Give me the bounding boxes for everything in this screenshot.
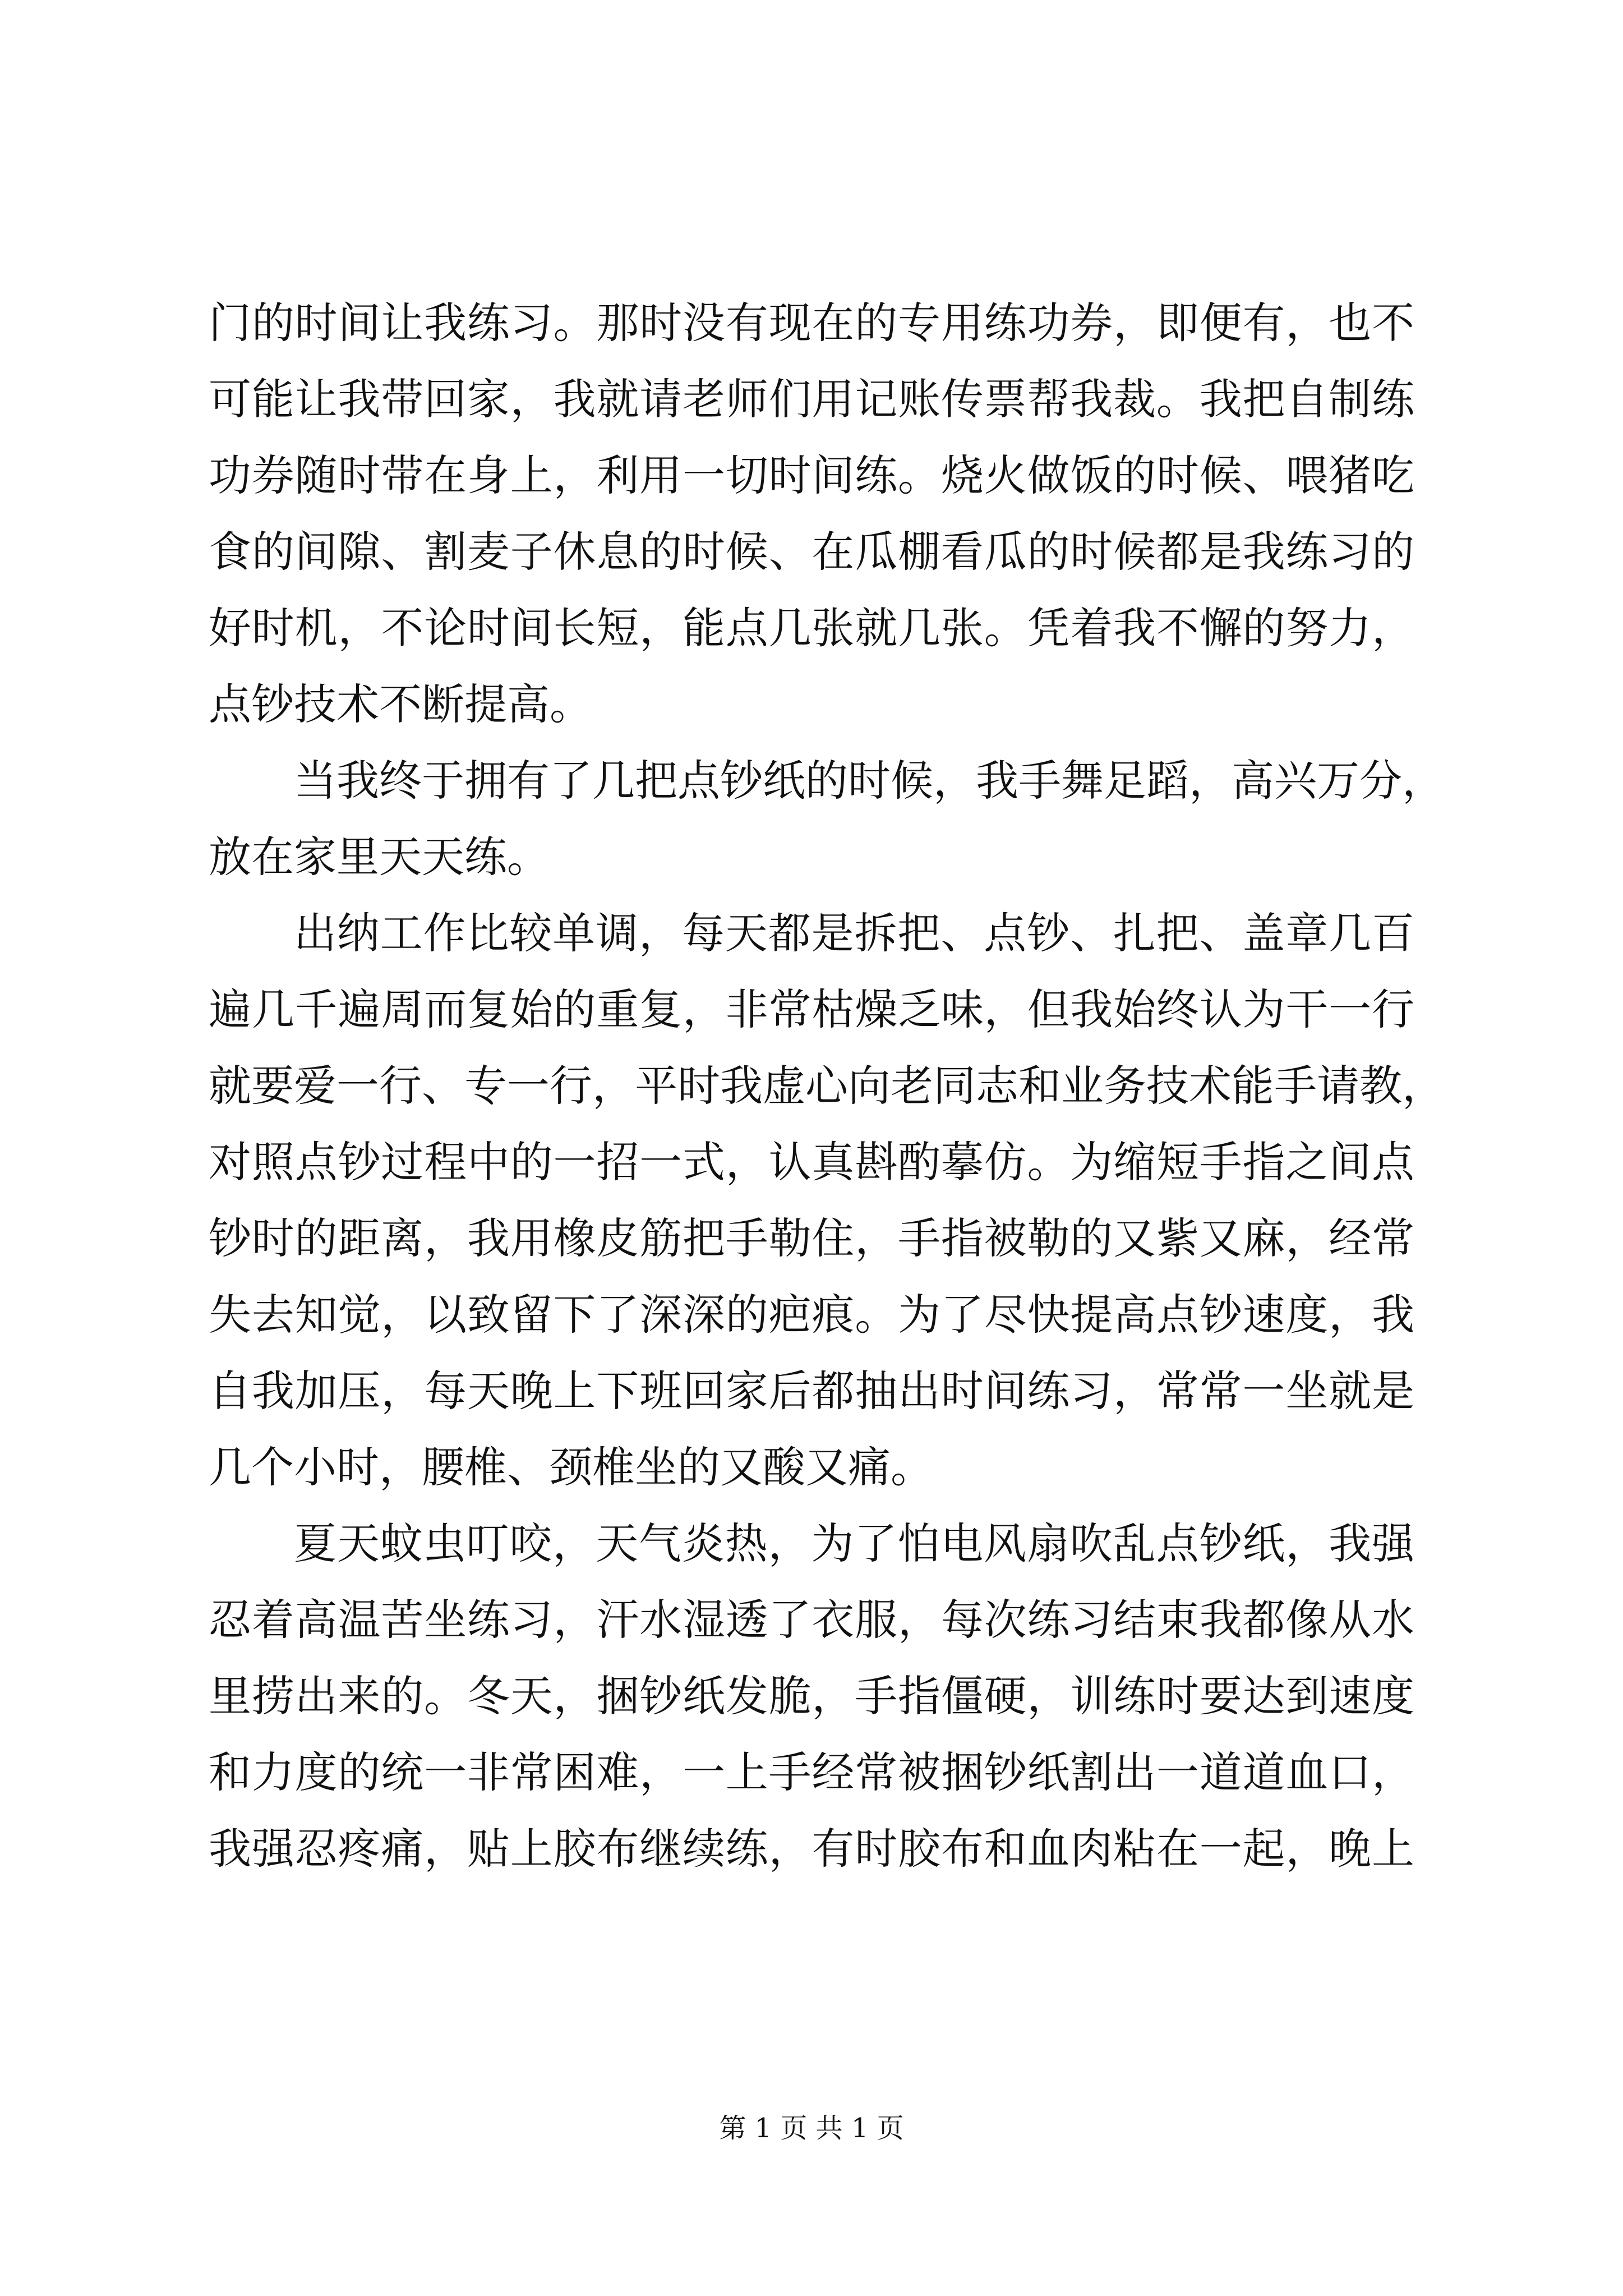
text-line: 里捞出来的。冬天，捆钞纸发脆，手指僵硬，训练时要达到速度 (209, 1671, 1414, 1721)
text-line: 几个小时，腰椎、颈椎坐的又酸又痛。 (209, 1442, 933, 1492)
text-line: 功券随时带在身上，利用一切时间练。烧火做饭的时候、喂猪吃 (209, 450, 1414, 500)
text-line: 可能让我带回家，我就请老师们用记账传票帮我裁。我把自制练 (209, 374, 1414, 424)
text-line: 对照点钞过程中的一招一式，认真斟酌摹仿。为缩短手指之间点 (209, 1137, 1414, 1187)
page-number-label: 第 1 页 共 1 页 (719, 2113, 904, 2144)
text-line: 自我加压，每天晚上下班回家后都抽出时间练习，常常一坐就是 (209, 1366, 1414, 1416)
text-line: 就要爱一行、专一行，平时我虚心向老同志和业务技术能手请教， (209, 1061, 1445, 1111)
text-line: 遍几千遍周而复始的重复，非常枯燥乏味，但我始终认为干一行 (209, 984, 1414, 1034)
text-line: 忍着高温苦坐练习，汗水湿透了衣服，每次练习结束我都像从水 (209, 1595, 1414, 1645)
text-line: 失去知觉，以致留下了深深的疤痕。为了尽快提高点钞速度，我 (209, 1290, 1414, 1340)
text-line: 夏天蚊虫叮咬，天气炎热，为了怕电风扇吹乱点钞纸，我强 (294, 1519, 1414, 1568)
document-body (209, 285, 1445, 1887)
text-line: 好时机，不论时间长短，能点几张就几张。凭着我不懈的努力， (209, 603, 1414, 653)
text-line: 钞时的距离，我用橡皮筋把手勒住，手指被勒的又紫又麻，经常 (209, 1213, 1414, 1263)
text-line: 食的间隙、割麦子休息的时候、在瓜棚看瓜的时候都是我练习的 (209, 527, 1414, 577)
text-line: 和力度的统一非常困难，一上手经常被捆钞纸割出一道道血口， (209, 1747, 1414, 1797)
text-line: 出纳工作比较单调，每天都是拆把、点钞、扎把、盖章几百 (294, 908, 1414, 958)
text-line: 当我终于拥有了几把点钞纸的时候，我手舞足蹈，高兴万分， (294, 756, 1445, 806)
page-footer (0, 2111, 1623, 2145)
text-line: 点钞技术不断提高。 (209, 679, 592, 729)
text-line: 门的时间让我练习。那时没有现在的专用练功券，即便有，也不 (209, 298, 1414, 348)
text-line: 放在家里天天练。 (209, 832, 550, 882)
text-line: 我强忍疼痛，贴上胶布继续练，有时胶布和血肉粘在一起，晚上 (209, 1824, 1414, 1874)
